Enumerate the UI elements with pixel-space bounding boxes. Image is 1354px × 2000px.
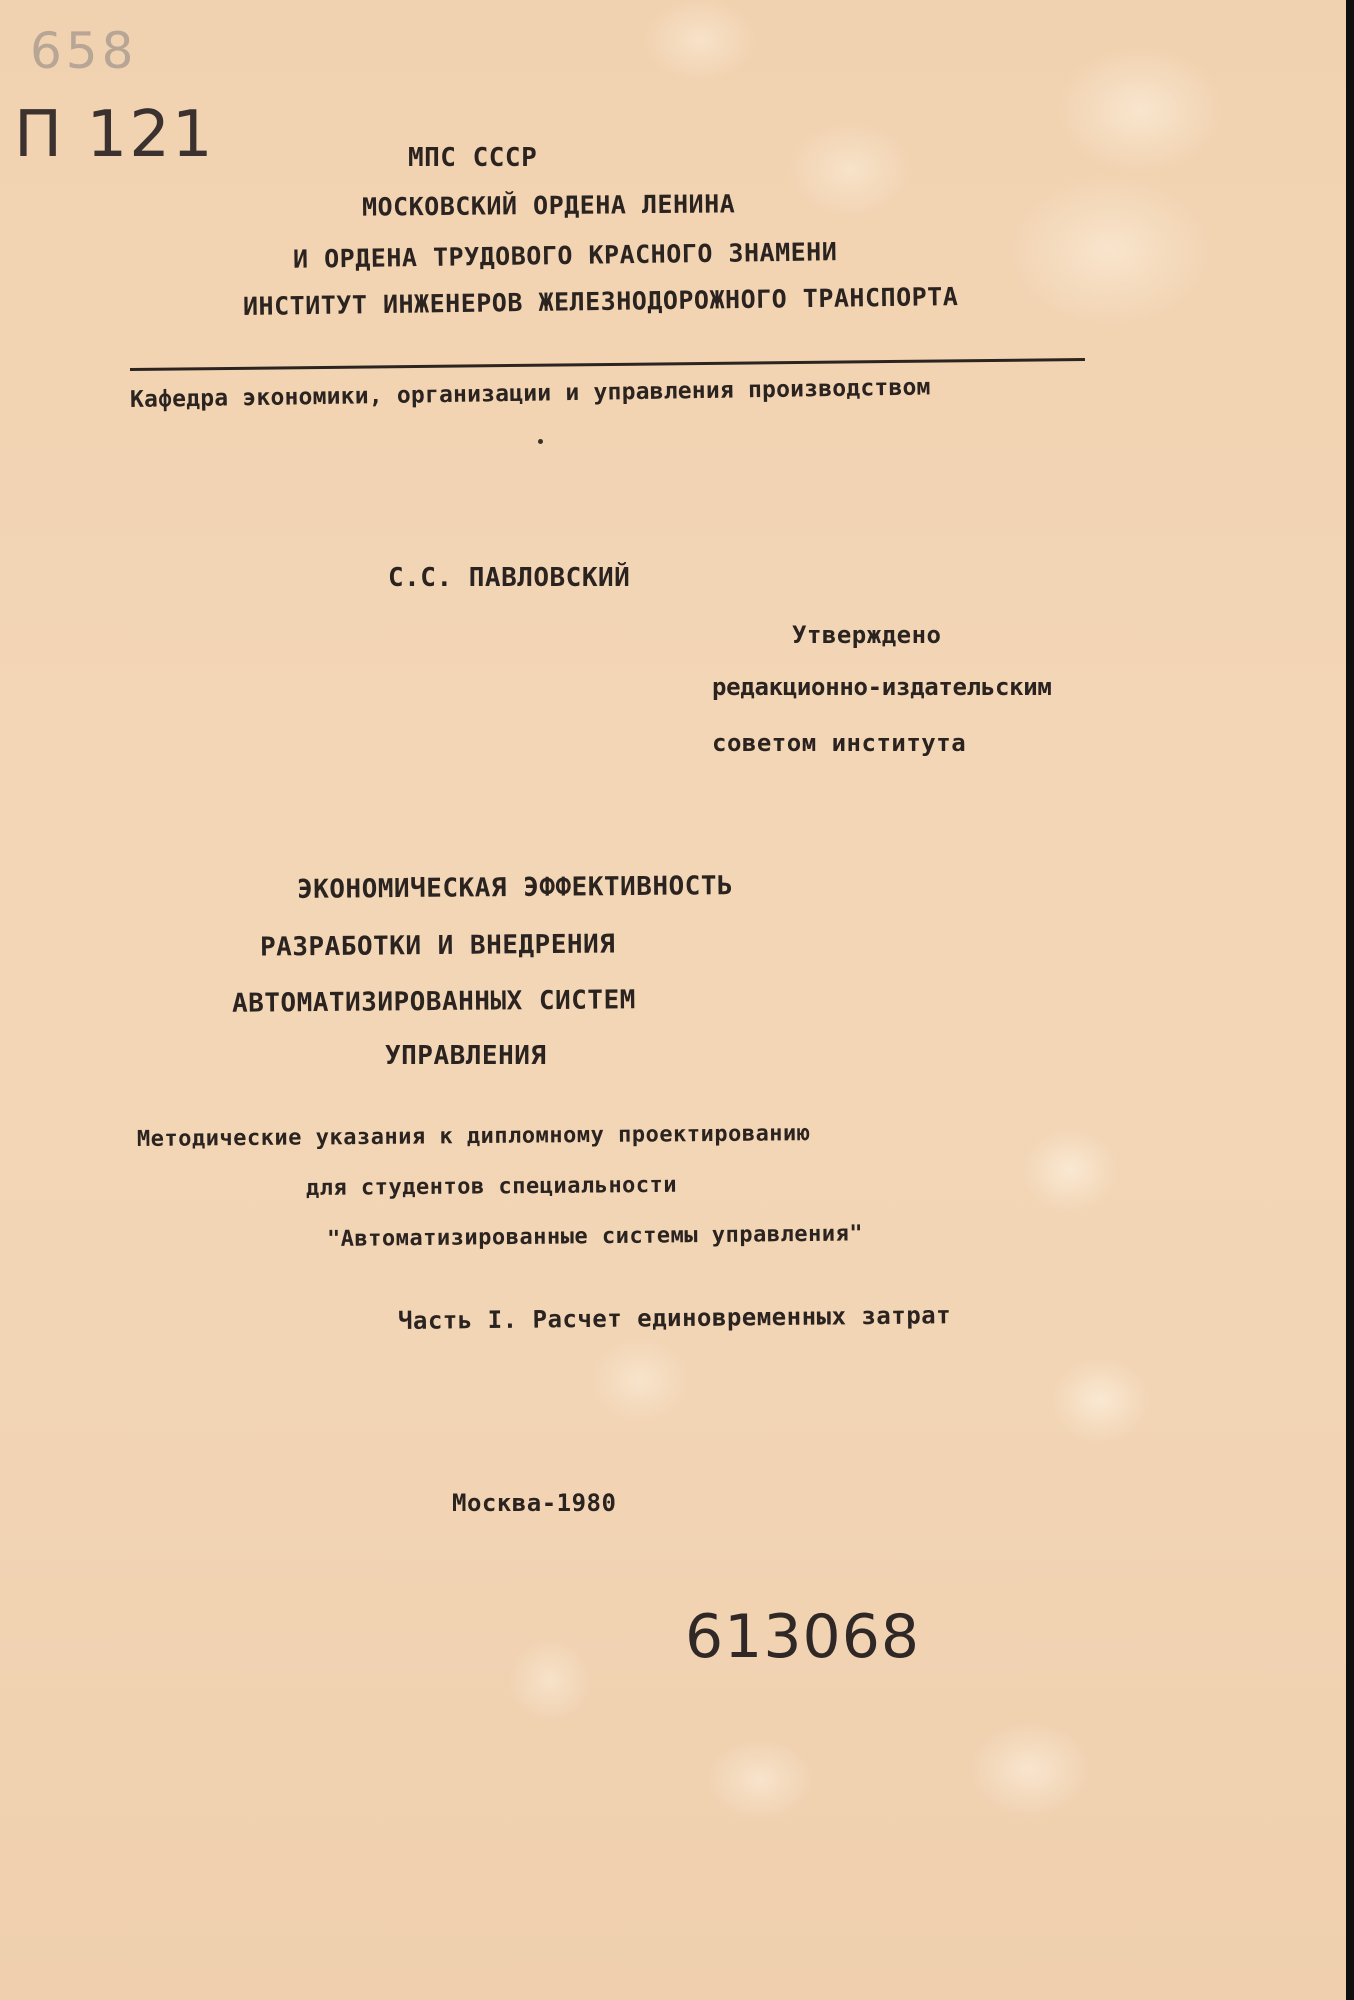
header-divider — [130, 358, 1085, 371]
title-line-2: РАЗРАБОТКИ И ВНЕДРЕНИЯ — [259, 929, 616, 963]
subtitle-line-3: "Автоматизированные системы управления" — [326, 1221, 864, 1252]
approval-line-2: редакционно-издательским — [712, 673, 1052, 701]
title-line-3: АВТОМАТИЗИРОВАННЫХ СИСТЕМ — [231, 985, 636, 1019]
institute-line-3: ИНСТИТУТ ИНЖЕНЕРОВ ЖЕЛЕЗНОДОРОЖНОГО ТРАНСПОРТА — [242, 282, 959, 321]
scan-edge — [1346, 0, 1354, 2000]
subtitle-line-1: Методические указания к дипломному проектированию — [136, 1121, 811, 1152]
imprint-line: Москва-1980 — [452, 1489, 617, 1517]
part-line: Часть I. Расчет единовременных затрат — [397, 1301, 952, 1335]
approval-line-3: советом института — [712, 729, 967, 757]
handwritten-catalog-code: П 121 — [14, 98, 215, 172]
handwritten-inventory-number: 613068 — [685, 1602, 921, 1672]
title-line-1: ЭКОНОМИЧЕСКАЯ ЭФФЕКТИВНОСТЬ — [296, 871, 734, 905]
author-name: С.С. ПАВЛОВСКИЙ — [388, 563, 631, 593]
approval-line-1: Утверждено — [792, 621, 942, 649]
ministry-header: МПС СССР — [408, 143, 538, 173]
typewriter-dot — [538, 439, 543, 444]
department-line: Кафедра экономики, организации и управления производством — [129, 374, 931, 413]
institute-line-2: И ОРДЕНА ТРУДОВОГО КРАСНОГО ЗНАМЕНИ — [292, 237, 838, 274]
subtitle-line-2: для студентов специальности — [305, 1172, 678, 1201]
handwritten-top-number: 658 — [30, 22, 138, 80]
institute-line-1: МОСКОВСКИЙ ОРДЕНА ЛЕНИНА — [361, 189, 736, 222]
title-line-4: УПРАВЛЕНИЯ — [385, 1041, 547, 1071]
